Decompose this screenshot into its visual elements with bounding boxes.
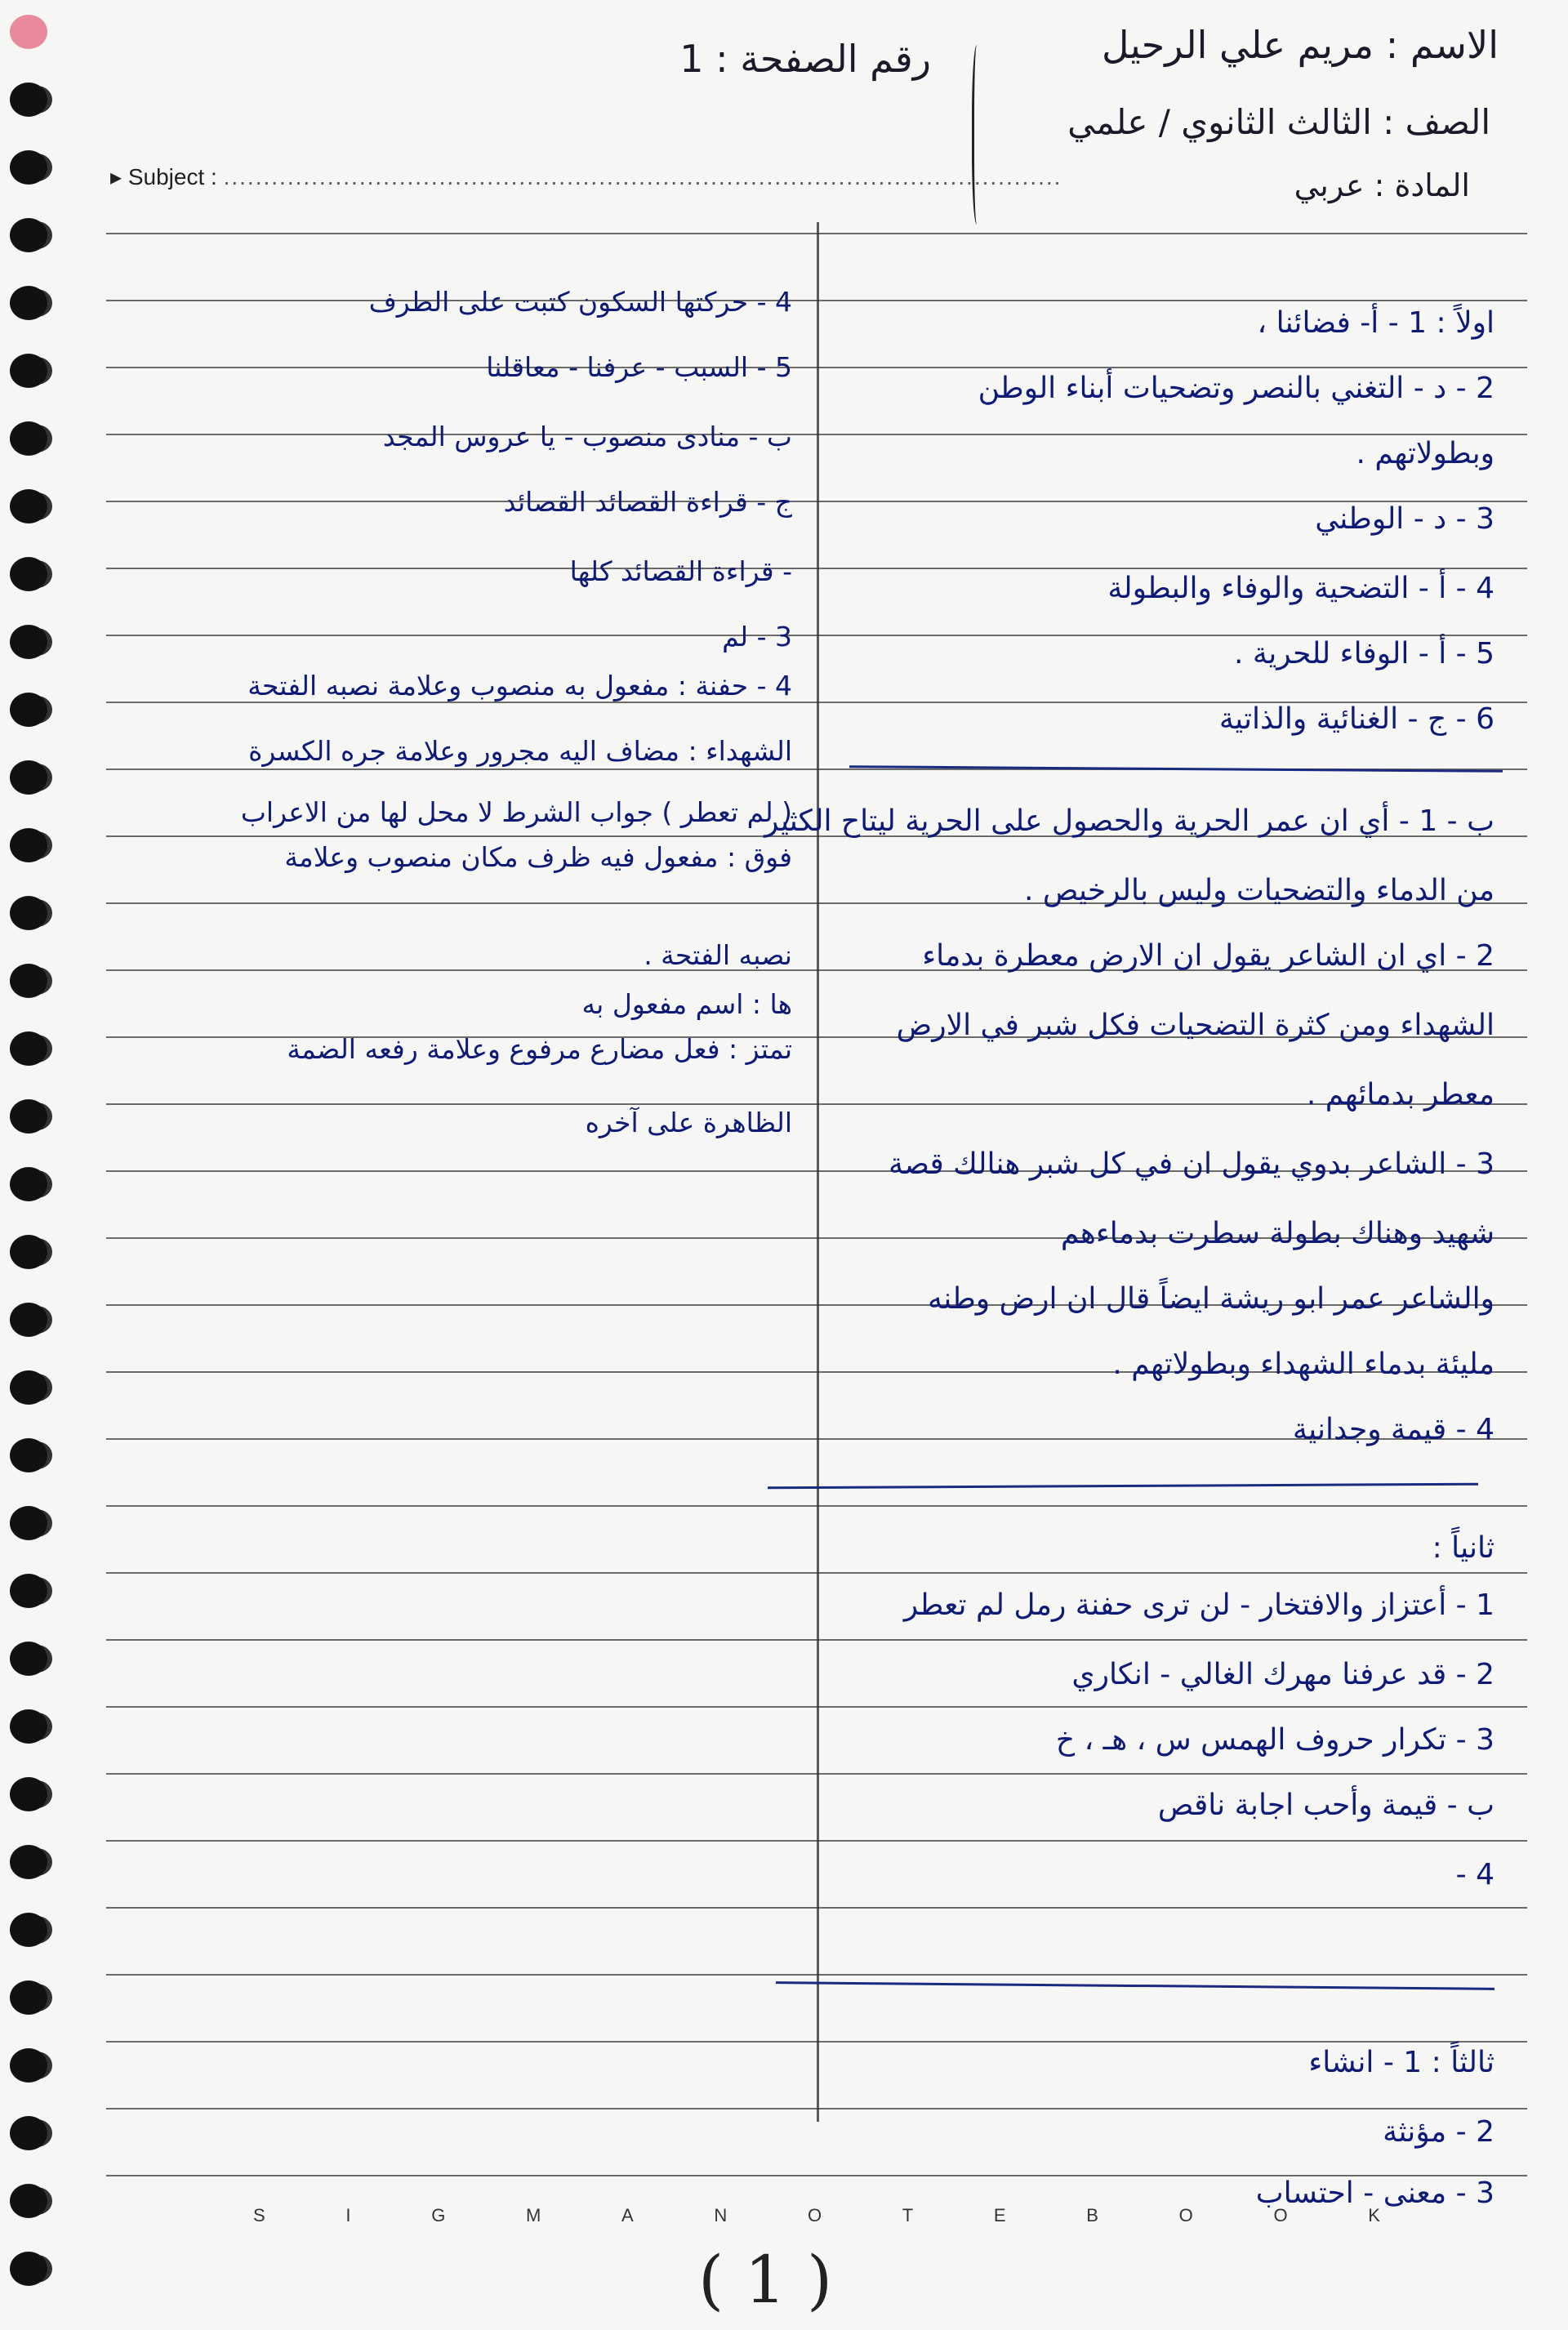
answer-line: 6 - ج - الغنائية والذاتية [1218,702,1494,736]
answer-line: ( لم تعطر ) جواب الشرط لا محل لها من الاعراب [240,796,792,828]
answer-line: 5 - السبب - عرفنا - معاقلنا [486,351,792,383]
spiral-hole [10,896,47,930]
brand-letter: O [807,2205,822,2225]
spiral-hole [10,421,47,456]
answer-line: 1 - أعتزاز والافتخار - لن ترى حفنة رمل لم تعطر [903,1588,1494,1622]
answer-line: 4 - حركتها السكون كتبت على الطرف [368,286,792,318]
spiral-hole [10,1031,47,1066]
spiral-hole [10,1506,47,1540]
brand-letter: K [1368,2205,1380,2225]
answer-line: 3 - د - الوطني [1315,502,1494,536]
brand-letter: M [526,2205,541,2225]
spiral-hole [10,1574,47,1608]
column-divider [817,222,819,2122]
spiral-hole [10,625,47,659]
spiral-hole [10,1099,47,1134]
answer-line: مليئة بدماء الشهداء وبطولاتهم . [1112,1348,1494,1381]
subject-dotted-line: ......................................................................................................... [223,164,1062,189]
answer-line: 3 - لم [722,621,792,653]
answer-line: الشهداء : مضاف اليه مجرور وعلامة جره الكسرة [248,735,792,767]
answer-line: ب - قيمة وأحب اجابة ناقص [1157,1789,1494,1822]
spiral-hole [10,218,47,252]
answer-line: 3 - تكرار حروف الهمس س ، هـ ، خ [1055,1723,1494,1757]
spiral-hole [10,1709,47,1744]
answer-line: 5 - أ - الوفاء للحرية . [1234,637,1494,670]
answer-line: الشهداء ومن كثرة التضحيات فكل شبر في الارض [896,1009,1494,1042]
answer-line: اولاً : 1 - أ- فضائنا ، [1257,306,1494,340]
subject-label: ▸ Subject : [110,164,217,189]
subject-line: المادة : عربي [1294,167,1470,203]
spiral-hole [10,82,47,117]
answer-line: 2 - مؤنثة [1383,2115,1494,2149]
answer-line: ها : اسم مفعول به [581,988,792,1020]
answer-line: 3 - معنى - احتساب [1255,2176,1494,2210]
brand-letter: E [993,2205,1006,2225]
answer-line: من الدماء والتضحيات وليس بالرخيص . [1024,874,1494,907]
brand-letter: T [902,2205,914,2225]
student-name: الاسم : مريم علي الرحيل [1102,23,1499,67]
answer-line: 2 - اي ان الشاعر يقول ان الارض معطرة بدماء [922,939,1494,973]
spiral-hole [10,2184,47,2218]
brand-letter: B [1086,2205,1098,2225]
answer-line: معطر بدمائهم . [1306,1078,1494,1112]
page-number-mark: ( 1 ) [698,2242,833,2318]
brand-letter: A [621,2205,634,2225]
brand-letter: O [1178,2205,1193,2225]
spiral-hole [10,1438,47,1472]
spiral-hole [10,1845,47,1879]
spiral-hole [10,489,47,523]
answer-line: 2 - قد عرفنا مهرك الغالي - انكاري [1071,1658,1494,1691]
brand-letter: I [345,2205,351,2225]
spiral-hole [10,760,47,795]
student-grade: الصف : الثالث الثانوي / علمي [1067,102,1490,142]
brand-letter: O [1273,2205,1288,2225]
section-separator [776,1981,1494,1990]
answer-line: تمتز : فعل مضارع مرفوع وعلامة رفعه الضمة [287,1033,792,1065]
spiral-hole [10,1980,47,2015]
answer-line: 4 - قيمة وجدانية [1292,1413,1494,1446]
answer-line: 2 - د - التغني بالنصر وتضحيات أبناء الوطن [978,372,1494,405]
answer-line: الظاهرة على آخره [585,1107,792,1138]
spiral-hole [10,2116,47,2150]
spiral-hole [10,964,47,998]
answer-line: شهيد وهناك بطولة سطرت بدماءهم [1060,1217,1494,1250]
answer-line: ثالثاً : 1 - انشاء [1308,2046,1494,2079]
brand-letter: N [714,2205,728,2225]
answer-line: ب - 1 - أي ان عمر الحرية والحصول على الحرية ليتاح الكثير [764,804,1494,838]
answer-line: 4 - حفنة : مفعول به منصوب وعلامة نصبه الفتحة [247,670,792,702]
spiral-hole [10,693,47,727]
page-number-label: رقم الصفحة : 1 [679,37,931,81]
brand-letter: G [431,2205,446,2225]
answer-line: والشاعر عمر ابو ريشة ايضاً قال ان ارض وطنه [927,1282,1494,1316]
answer-line: 4 - [1455,1858,1494,1891]
spiral-hole [10,15,47,49]
spiral-hole [10,354,47,388]
answer-line: ثانياً : [1432,1531,1494,1565]
answer-line: 3 - الشاعر بدوي يقول ان في كل شبر هنالك قصة [889,1147,1494,1181]
answer-line: فوق : مفعول فيه ظرف مكان منصوب وعلامة [284,841,792,873]
brand-letter: S [253,2205,265,2225]
spiral-hole [10,557,47,591]
notebook-brand [253,2205,1380,2226]
spiral-hole [10,1777,47,1811]
section-separator [768,1483,1478,1490]
answer-line: 4 - أ - التضحية والوفاء والبطولة [1107,572,1494,605]
spiral-hole [10,1235,47,1269]
answer-line: نصبه الفتحة . [644,939,792,971]
spiral-hole [10,2048,47,2083]
answer-line: - قراءة القصائد كلها [569,555,792,587]
spiral-hole [10,1303,47,1337]
spiral-hole [10,1913,47,1947]
answer-line: وبطولاتهم . [1356,437,1494,470]
spiral-hole [10,1167,47,1201]
spiral-hole [10,2252,47,2286]
spiral-hole [10,150,47,185]
spiral-hole [10,1370,47,1405]
answer-line: ج - قراءة القصائد القصائد [503,486,792,518]
spiral-hole [10,828,47,862]
answer-line: ب - منادى منصوب - يا عروس المجد [382,421,792,452]
printed-subject-field [110,163,1062,190]
spiral-hole [10,1642,47,1676]
header-bracket [972,45,984,225]
spiral-hole [10,286,47,320]
